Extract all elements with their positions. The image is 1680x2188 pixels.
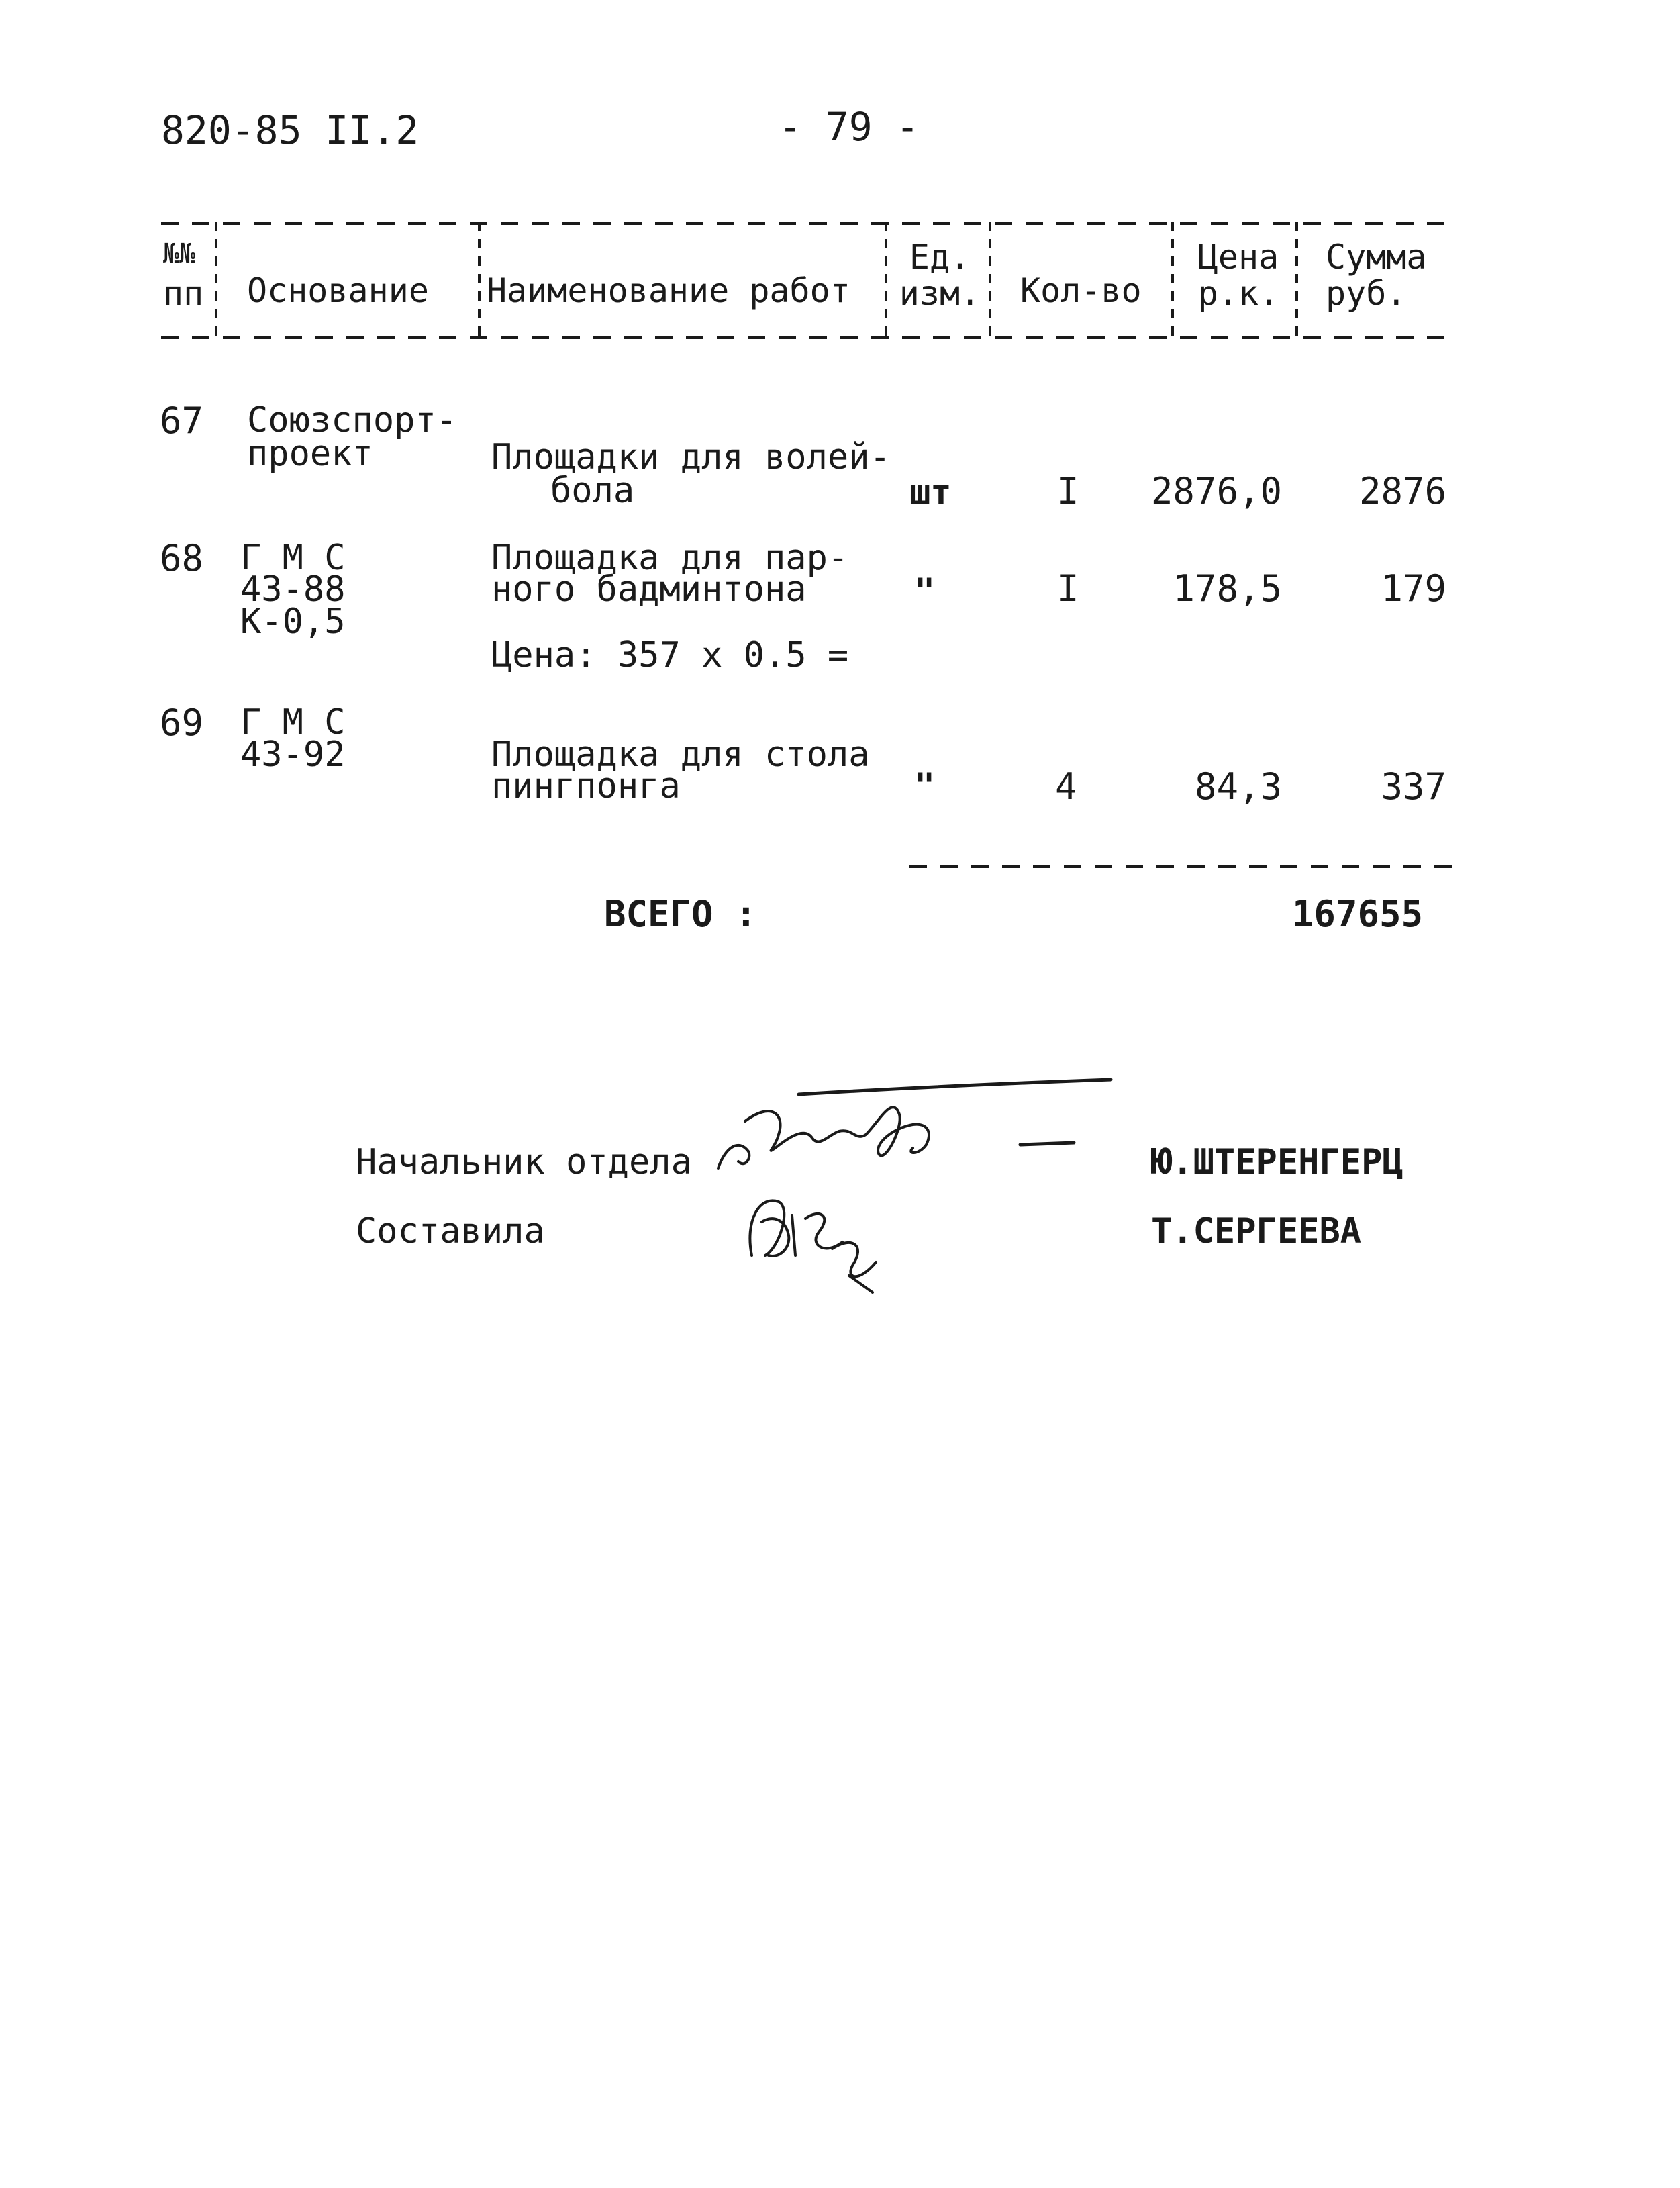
document-code: 820-85 II.2: [161, 107, 419, 153]
col-header-num-line2: пп: [163, 274, 204, 313]
total-rule: [909, 865, 1460, 868]
col-header-qty: Кол-во: [1020, 271, 1142, 310]
handwritten-signature-head: [711, 1074, 1114, 1195]
col-header-work: Наименование работ: [487, 271, 850, 310]
col-header-sum-line1: Сумма: [1326, 238, 1427, 277]
row-basis: К-0,5: [240, 602, 346, 642]
row-work: Площадка для стола: [491, 734, 870, 775]
signature-name: Ю.ШТЕРЕНГЕРЦ: [1151, 1142, 1403, 1182]
row-unit: шт: [909, 473, 952, 513]
row-number: 69: [160, 702, 204, 744]
row-sum: 337: [1381, 765, 1446, 808]
row-basis: Г М С: [240, 538, 346, 578]
col-header-unit-line2: изм.: [899, 274, 981, 313]
row-qty: 4: [1055, 765, 1077, 808]
total-label: ВСЕГО :: [604, 893, 757, 935]
col-header-num-line1: №№: [163, 238, 196, 269]
row-work: Площадки для волей-: [491, 437, 891, 477]
row-price-note: Цена: 357 х 0.5 =: [491, 635, 849, 675]
column-separator: [1171, 222, 1174, 339]
col-header-price-line2: р.к.: [1197, 274, 1279, 313]
row-unit: ": [914, 571, 936, 612]
col-header-basis: Основание: [247, 271, 429, 310]
column-separator: [215, 222, 217, 339]
row-qty: I: [1057, 567, 1079, 610]
page-number: - 79 -: [779, 104, 920, 150]
table-top-rule: [161, 222, 1456, 225]
row-sum: 179: [1381, 567, 1446, 610]
row-number: 68: [160, 537, 204, 579]
row-price: 178,5: [1173, 567, 1282, 610]
col-header-unit-line1: Ед.: [909, 238, 971, 277]
row-unit: ": [914, 766, 936, 806]
row-work: пингпонга: [491, 766, 681, 806]
row-sum: 2876: [1358, 470, 1446, 512]
row-basis: Г М С: [240, 702, 346, 743]
column-separator: [478, 222, 481, 339]
row-qty: I: [1057, 470, 1079, 512]
col-header-sum-line2: руб.: [1326, 274, 1407, 313]
column-separator: [885, 222, 887, 339]
handwritten-signature-compiler: [732, 1182, 906, 1296]
row-work: Площадка для пар-: [491, 538, 849, 578]
signature-role: Составила: [356, 1211, 545, 1251]
row-number: 67: [160, 399, 204, 442]
signature-role: Начальник отдела: [356, 1142, 692, 1182]
row-work: ного бадминтона: [491, 569, 807, 610]
row-price: 84,3: [1194, 765, 1282, 808]
column-separator: [989, 222, 991, 339]
row-basis: 43-92: [240, 734, 346, 775]
row-basis: 43-88: [240, 569, 346, 610]
row-basis: проект: [247, 434, 373, 474]
row-price: 2876,0: [1150, 470, 1282, 512]
col-header-price-line1: Цена: [1197, 238, 1279, 277]
column-separator: [1295, 222, 1298, 339]
table-header-bottom-rule: [161, 336, 1456, 339]
total-value: 167655: [1291, 893, 1423, 935]
signature-name: Т.СЕРГЕЕВА: [1151, 1211, 1362, 1251]
row-work: бола: [550, 471, 635, 511]
row-basis: Союзспорт-: [247, 400, 458, 440]
